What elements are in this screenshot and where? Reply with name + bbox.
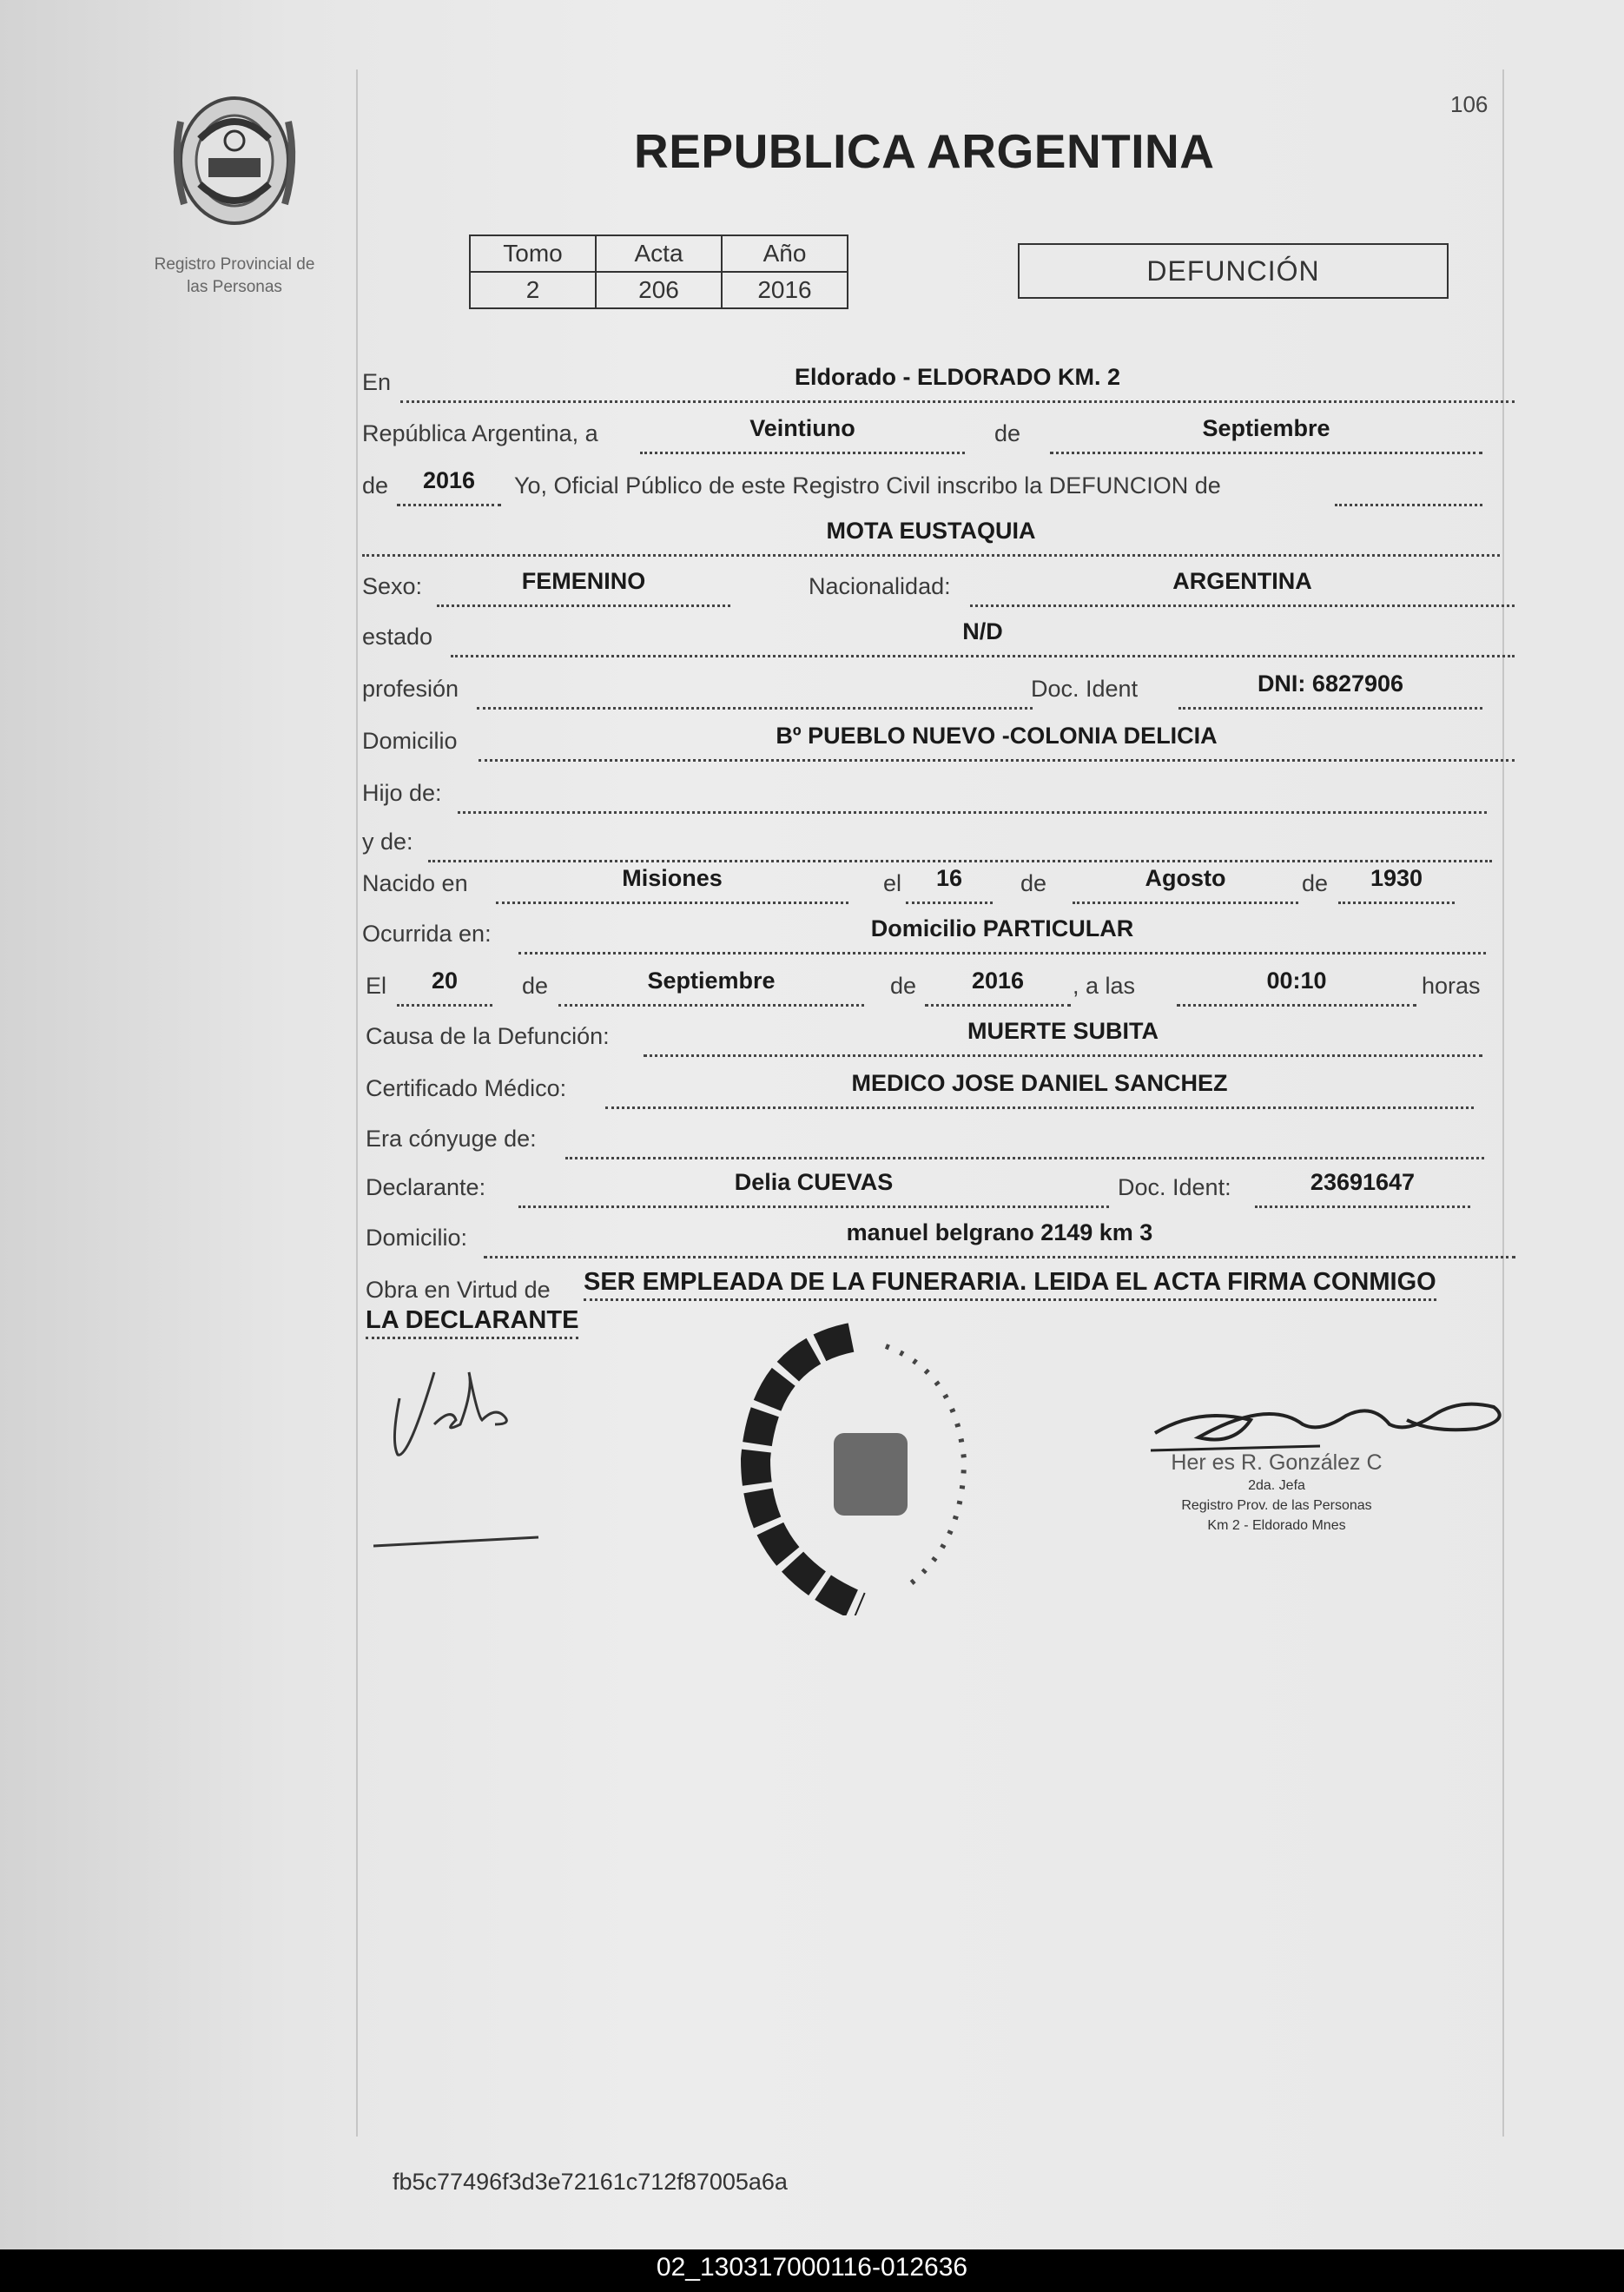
field-yde [428,829,1492,862]
left-margin-line [356,69,358,2137]
field-nacionalidad [970,568,1515,607]
row-domicilio-declarante [362,1219,1502,1259]
field-hijo [458,780,1487,814]
label-domicilio-declarante: Domicilio: [366,1225,468,1251]
record-header-anio: Año [722,235,848,272]
value-domicilio-declarante: manuel belgrano 2149 km 3 [846,1219,1153,1245]
label-ocurrida: Ocurrida en: [362,921,492,947]
field-year [397,467,501,506]
field-death-year [925,968,1071,1007]
field-death-day [397,968,492,1007]
value-estado: N/D [962,618,1003,644]
official-location: Km 2 - Eldorado Mnes [1207,1518,1346,1533]
field-birth-month [1073,865,1298,904]
record-value-tomo: 2 [470,272,596,308]
registration-statement: Yo, Oficial Público de este Registro Civil inscribo la DEFUNCION de [514,472,1221,499]
value-ocurrida: Domicilio PARTICULAR [870,915,1134,941]
official-title: 2da. Jefa [1248,1478,1305,1493]
document-type-box: DEFUNCIÓN [1018,243,1449,299]
value-causa: MUERTE SUBITA [967,1018,1159,1044]
label-sexo: Sexo: [362,573,423,599]
label-de: de [522,973,549,999]
label-doc-ident: Doc. Ident [1031,676,1139,702]
field-deceased-name [362,518,1500,557]
field-domicilio-declarante [484,1219,1515,1258]
document-hash: fb5c77496f3d3e72161c712f87005a6a [393,2169,788,2195]
value-death-day: 20 [431,968,459,994]
label-de: de [1302,870,1329,896]
field-month [1050,415,1482,454]
row-sexo [362,568,1502,608]
provincial-crest-icon [165,87,304,234]
label-obra: Obra en Virtud de [366,1277,551,1303]
row-estado [362,618,1502,658]
label-a-las: , a las [1073,973,1136,999]
label-el: El [366,973,387,999]
record-value-acta: 206 [596,272,722,308]
value-obra-line2: LA DECLARANTE [366,1306,578,1339]
field-declarante-doc [1255,1169,1470,1208]
field-declarante [518,1169,1109,1208]
field-day [640,415,965,454]
value-death-year: 2016 [971,968,1025,994]
value-certificado: MEDICO JOSE DANIEL SANCHEZ [851,1070,1228,1096]
row-profesion [362,670,1502,710]
official-block [1146,1450,1407,1536]
value-sexo: FEMENINO [521,568,646,594]
label-el: el [883,870,902,896]
value-day: Veintiuno [749,415,855,441]
field-certificado [605,1070,1474,1109]
record-value-anio: 2016 [722,272,848,308]
registry-caption-line: las Personas [187,278,282,296]
row-causa [362,1018,1502,1058]
declarant-signature-icon [373,1338,564,1563]
row-fecha [362,968,1502,1007]
row-nacido [362,865,1502,905]
label-horas: horas [1422,973,1481,999]
value-domicilio: Bº PUEBLO NUEVO -COLONIA DELICIA [776,723,1218,749]
label-hijo: Hijo de: [362,780,442,806]
value-year: 2016 [422,467,476,493]
record-header-tomo: Tomo [470,235,596,272]
value-obra-line1: SER EMPLEADA DE LA FUNERARIA. LEIDA EL ACTA FIRMA CONMIGO [584,1268,1436,1301]
value-nacionalidad: ARGENTINA [1172,568,1312,594]
page-title: REPUBLICA ARGENTINA [634,124,1215,178]
field-birth-place [496,865,848,904]
row-name [362,518,1502,558]
row-year [362,467,1502,507]
value-birth-month: Agosto [1145,865,1226,891]
official-registry: Registro Prov. de las Personas [1181,1498,1372,1513]
field-en [400,364,1515,403]
record-header-acta: Acta [596,235,722,272]
value-birth-place: Misiones [622,865,723,891]
row-en [362,364,1502,404]
label-nacido: Nacido en [362,870,468,896]
field-sexo [437,568,730,607]
field-doc-ident [1178,670,1482,710]
field-estado [451,618,1515,657]
value-deceased-name: MOTA EUSTAQUIA [826,518,1036,544]
label-domicilio: Domicilio [362,728,458,754]
field-birth-year [1338,865,1455,904]
value-declarante-doc: 23691647 [1310,1169,1416,1195]
label-estado: estado [362,624,433,650]
field-blank [1335,472,1482,506]
label-republica: República Argentina, a [362,420,598,446]
registry-caption-line: Registro Provincial de [154,255,315,274]
label-nacionalidad: Nacionalidad: [809,573,951,599]
value-en: Eldorado - ELDORADO KM. 2 [794,364,1120,390]
label-yde: y de: [362,829,413,855]
label-profesion: profesión [362,676,459,702]
record-table [469,234,848,309]
page-number: 106 [1450,91,1489,117]
row-yde [362,829,1502,863]
row-ocurrida [362,915,1502,955]
label-certificado: Certificado Médico: [366,1075,567,1101]
row-certificado [362,1070,1502,1110]
row-republica [362,415,1502,455]
label-de: de [1020,870,1047,896]
field-causa [644,1018,1482,1057]
field-conyuge [565,1126,1484,1159]
value-birth-day: 16 [935,865,963,891]
label-conyuge: Era cónyuge de: [366,1126,537,1152]
registry-caption [130,254,339,299]
field-profesion [477,676,1033,710]
label-de: de [890,973,917,999]
label-de: de [994,420,1021,446]
value-birth-year: 1930 [1370,865,1423,891]
field-domicilio [479,723,1515,762]
row-conyuge [362,1126,1502,1160]
label-declarante-doc: Doc. Ident: [1118,1174,1231,1200]
field-death-time [1177,968,1416,1007]
field-death-month [558,968,864,1007]
row-hijo [362,780,1502,815]
footer-id: 02_130317000116-012636 [656,2253,968,2282]
value-death-time: 00:10 [1266,968,1327,994]
official-seal-icon [729,1320,990,1615]
label-de: de [362,472,389,499]
value-declarante: Delia CUEVAS [734,1169,894,1195]
row-declarante [362,1169,1502,1209]
label-causa: Causa de la Defunción: [366,1023,610,1049]
field-ocurrida [518,915,1486,954]
label-declarante: Declarante: [366,1174,486,1200]
value-death-month: Septiembre [647,968,776,994]
official-name: Her es R. González C [1171,1450,1383,1475]
row-domicilio [362,723,1502,763]
field-birth-day [906,865,993,904]
value-doc-ident: DNI: 6827906 [1257,670,1404,697]
value-month: Septiembre [1202,415,1330,441]
label-en: En [362,369,392,395]
